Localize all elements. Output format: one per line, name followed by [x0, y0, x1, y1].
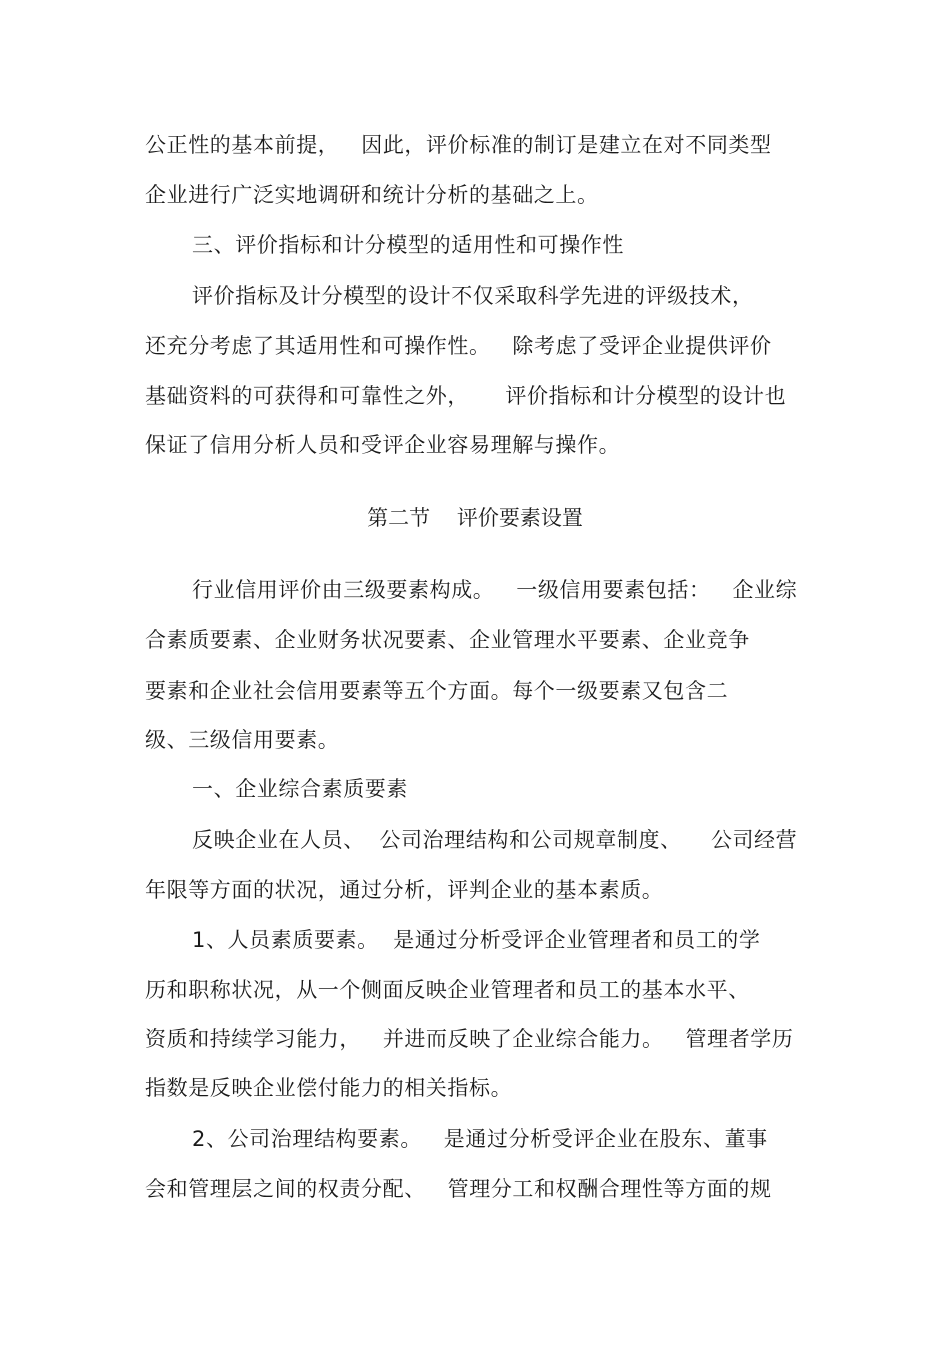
text-line: 历和职称状况，从一个侧面反映企业管理者和员工的基本水平、: [145, 978, 750, 1002]
heading-three: 三、评价指标和计分模型的适用性和可操作性: [192, 233, 624, 257]
text-line: 合素质要素、企业财务状况要素、企业管理水平要素、企业竞争: [145, 628, 750, 652]
text-line: 要素和企业社会信用要素等五个方面。每个一级要素又包含二: [145, 679, 729, 703]
text-line: 评价指标及计分模型的设计不仅采取科学先进的评级技术，: [192, 284, 754, 308]
text-line: 保证了信用分析人员和受评企业容易理解与操作。: [145, 433, 621, 457]
text-line: 公正性的基本前提， 因此，评价标准的制订是建立在对不同类型: [145, 133, 772, 157]
text-line: 指数是反映企业偿付能力的相关指标。: [145, 1076, 513, 1100]
text-line: 级、三级信用要素。: [145, 728, 340, 752]
heading-one: 一、企业综合素质要素: [192, 777, 408, 801]
text-line: 1、人员素质要素。 是通过分析受评企业管理者和员工的学: [192, 928, 761, 952]
text-line: 企业进行广泛实地调研和统计分析的基础之上。: [145, 183, 599, 207]
text-line: 反映企业在人员、 公司治理结构和公司规章制度、 公司经营: [192, 828, 798, 852]
text-line: 还充分考虑了其适用性和可操作性。 除考虑了受评企业提供评价: [145, 334, 772, 358]
text-line: 行业信用评价由三级要素构成。 一级信用要素包括： 企业综: [192, 578, 798, 602]
text-line: 资质和持续学习能力， 并进而反映了企业综合能力。 管理者学历: [145, 1027, 794, 1051]
text-line: 会和管理层之间的权责分配、 管理分工和权酬合理性等方面的规: [145, 1177, 772, 1201]
section-title: 第二节 评价要素设置: [367, 506, 583, 530]
text-line: 基础资料的可获得和可靠性之外， 评价指标和计分模型的设计也: [145, 384, 787, 408]
text-line: 年限等方面的状况，通过分析，评判企业的基本素质。: [145, 878, 664, 902]
text-line: 2、公司治理结构要素。 是通过分析受评企业在股东、董事: [192, 1127, 768, 1151]
